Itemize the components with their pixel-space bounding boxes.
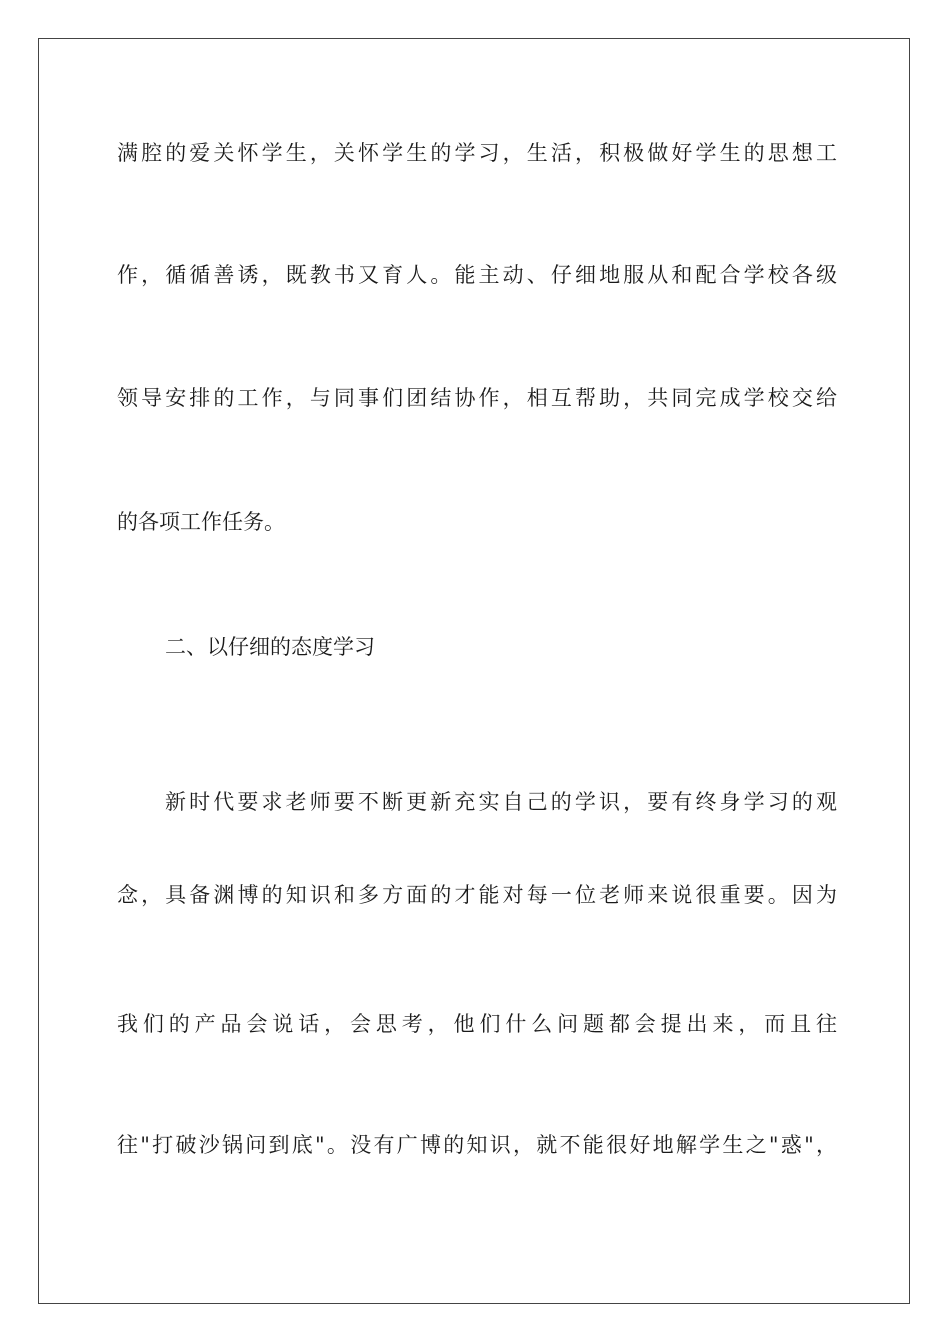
text-line: 往"打破沙锅问到底"。没有广博的知识，就不能很好地解学生之"惑"， bbox=[117, 1133, 837, 1157]
text-line: 新时代要求老师要不断更新充实自己的学识，要有终身学习的观 bbox=[165, 790, 837, 814]
text-line: 领导安排的工作，与同事们团结协作，相互帮助，共同完成学校交给 bbox=[117, 386, 837, 410]
page-border bbox=[38, 38, 910, 1304]
text-line: 的各项工作任务。 bbox=[117, 510, 285, 534]
text-line: 我们的产品会说话，会思考，他们什么问题都会提出来，而且往 bbox=[117, 1012, 837, 1036]
text-line: 念，具备渊博的知识和多方面的才能对每一位老师来说很重要。因为 bbox=[117, 883, 837, 907]
section-heading: 二、以仔细的态度学习 bbox=[165, 635, 375, 659]
text-line: 满腔的爱关怀学生，关怀学生的学习，生活，积极做好学生的思想工 bbox=[117, 141, 837, 165]
text-line: 作，循循善诱，既教书又育人。能主动、仔细地服从和配合学校各级 bbox=[117, 263, 837, 287]
